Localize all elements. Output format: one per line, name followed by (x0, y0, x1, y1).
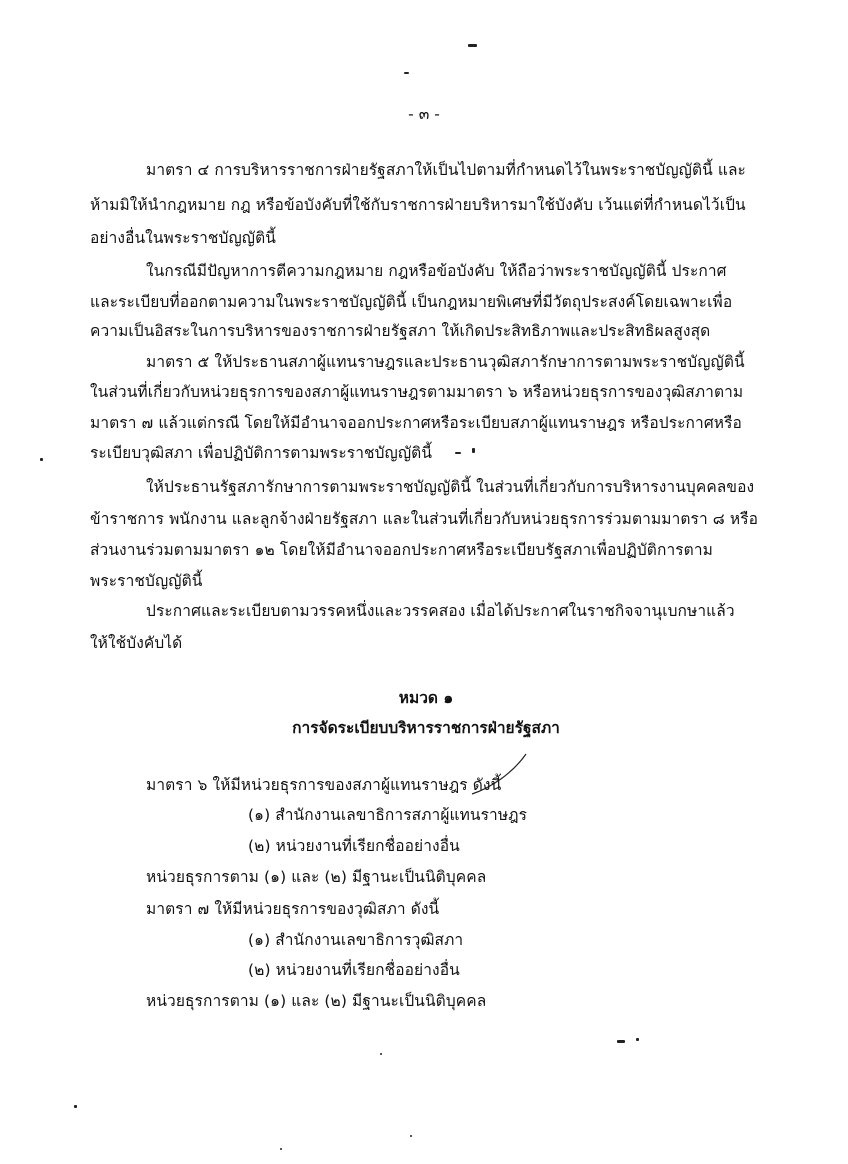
section-4-para-2-line-3: ความเป็นอิสระในการบริหารของราชการฝ่ายรัฐสภา ให้เกิดประสิทธิภาพและประสิทธิผลสูงสุด (90, 322, 711, 340)
section-5-para-2-line-3: ส่วนงานร่วมตามมาตรา ๑๒ โดยให้มีอำนาจออกประกาศหรือระเบียบรัฐสภาเพื่อปฏิบัติการตาม (90, 541, 713, 559)
scan-speck (410, 1135, 412, 1137)
section-4-line-1: มาตรา ๔ การบริหารราชการฝ่ายรัฐสภาให้เป็นไปตามที่กำหนดไว้ในพระราชบัญญัตินี้ และ (146, 161, 746, 179)
section-5-line-2: ในส่วนที่เกี่ยวกับหน่วยธุรการของสภาผู้แทนราษฎรตามมาตรา ๖ หรือหน่วยธุรการของวุฒิสภาตาม (90, 383, 744, 401)
section-5-line-3: มาตรา ๗ แล้วแต่กรณี โดยให้มีอำนาจออกประกาศหรือระเบียบสภาผู้แทนราษฎร หรือประกาศหรือ (90, 414, 742, 432)
section-5-line-1: มาตรา ๕ ให้ประธานสภาผู้แทนราษฎรและประธานวุฒิสภารักษาการตามพระราชบัญญัตินี้ (146, 353, 745, 371)
scan-speck (636, 1038, 639, 1041)
section-4-line-3: อย่างอื่นในพระราชบัญญัตินี้ (90, 229, 276, 247)
scan-speck (472, 448, 475, 453)
section-4-line-2: ห้ามมิให้นำกฎหมาย กฎ หรือข้อบังคับที่ใช้กับราชการฝ่ายบริหารมาใช้บังคับ เว้นแต่ที่กำหนดไว้เป็น (90, 196, 746, 214)
section-4-para-2-line-2: และระเบียบที่ออกตามความในพระราชบัญญัตินี้ เป็นกฎหมายพิเศษที่มีวัตถุประสงค์โดยเฉพาะเพื่อ (90, 293, 733, 311)
scan-speck (404, 72, 409, 74)
section-4-para-2-line-1: ในกรณีมีปัญหาการตีความกฎหมาย กฎหรือข้อบังคับ ให้ถือว่าพระราชบัญญัตินี้ ประกาศ (146, 262, 727, 280)
section-5-para-2-line-2: ข้าราชการ พนักงาน และลูกจ้างฝ่ายรัฐสภา และในส่วนที่เกี่ยวกับหน่วยธุรการร่วมตามมาตรา ๘ หรือ (90, 510, 759, 528)
chapter-number: หมวด ๑ (398, 689, 454, 707)
section-7-closing: หน่วยธุรการตาม (๑) และ (๒) มีฐานะเป็นนิติบุคคล (146, 992, 487, 1010)
section-7-item-1: (๑) สำนักงานเลขาธิการวุฒิสภา (248, 931, 464, 949)
scan-speck (280, 1148, 282, 1150)
chapter-title: การจัดระเบียบบริหารราชการฝ่ายรัฐสภา (292, 719, 560, 737)
scan-speck (468, 44, 477, 47)
scan-speck (617, 1040, 625, 1043)
section-5-line-4: ระเบียบวุฒิสภา เพื่อปฏิบัติการตามพระราชบัญญัตินี้ (90, 444, 433, 462)
scan-speck (380, 1053, 382, 1055)
scan-speck (74, 1105, 77, 1108)
section-7-item-2: (๒) หน่วยงานที่เรียกชื่ออย่างอื่น (248, 961, 460, 979)
scan-speck (455, 452, 461, 454)
section-7-intro: มาตรา ๗ ให้มีหน่วยธุรการของวุฒิสภา ดังนี้ (146, 900, 440, 918)
section-6-item-1: (๑) สำนักงานเลขาธิการสภาผู้แทนราษฎร (248, 806, 528, 824)
scan-speck (40, 458, 43, 461)
section-5-para-3-line-2: ให้ใช้บังคับได้ (90, 634, 183, 652)
page-number: - ๓ - (408, 105, 440, 123)
section-6-closing: หน่วยธุรการตาม (๑) และ (๒) มีฐานะเป็นนิติบุคคล (146, 868, 487, 886)
section-6-intro: มาตรา ๖ ให้มีหน่วยธุรการของสภาผู้แทนราษฎร ดังนี้ (146, 776, 502, 794)
section-5-para-2-line-1: ให้ประธานรัฐสภารักษาการตามพระราชบัญญัตินี้ ในส่วนที่เกี่ยวกับการบริหารงานบุคคลของ (146, 478, 755, 496)
section-6-item-2: (๒) หน่วยงานที่เรียกชื่ออย่างอื่น (248, 837, 460, 855)
section-5-para-2-line-4: พระราชบัญญัตินี้ (90, 572, 203, 590)
section-5-para-3-line-1: ประกาศและระเบียบตามวรรคหนึ่งและวรรคสอง เมื่อได้ประกาศในราชกิจจานุเบกษาแล้ว (146, 602, 735, 620)
